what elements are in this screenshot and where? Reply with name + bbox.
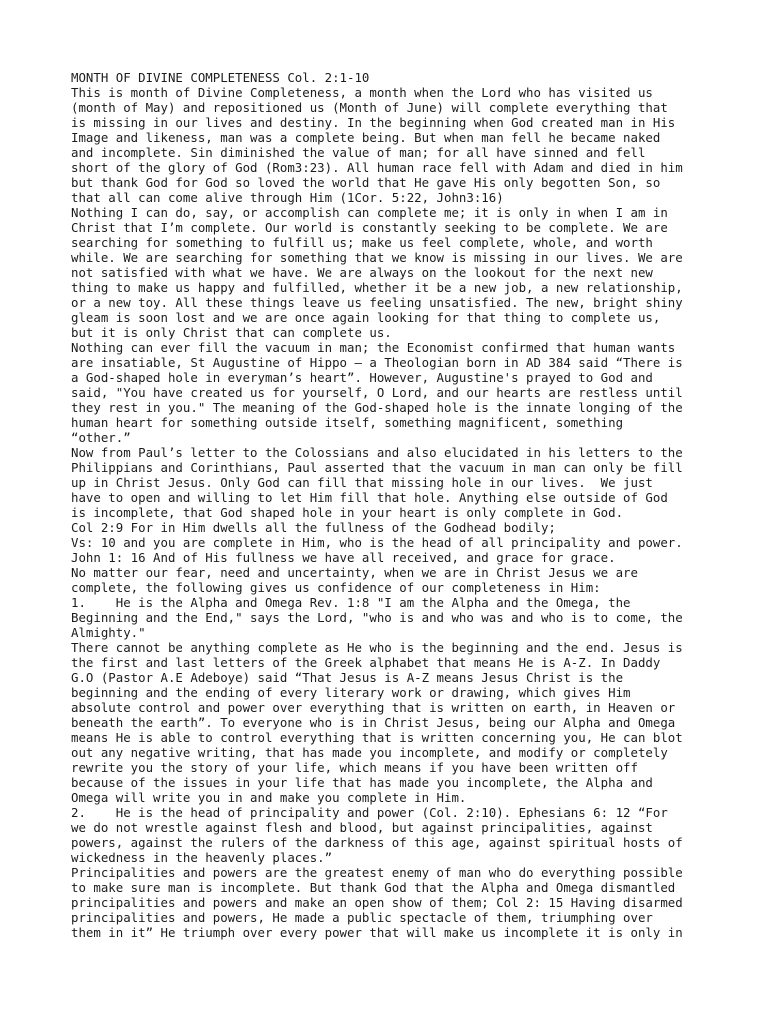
text-line: we do not wrestle against flesh and blood, but against principalities, against — [71, 820, 653, 835]
text-line: up in Christ Jesus. Only God can fill that missing hole in our lives. We just — [71, 475, 653, 490]
text-line: because of the issues in your life that has made you incomplete, the Alpha and — [71, 775, 653, 790]
text-line: or a new toy. All these things leave us feeling unsatisfied. The new, bright shiny — [71, 295, 683, 310]
text-line: wickedness in the heavenly places.” — [71, 850, 333, 865]
text-line: is incomplete, that God shaped hole in your heart is only complete in God. — [71, 505, 624, 520]
text-line: John 1: 16 And of His fullness we have all received, and grace for grace. — [71, 550, 616, 565]
document-title: MONTH OF DIVINE COMPLETENESS Col. 2:1-10 — [71, 70, 370, 85]
text-line: Now from Paul’s letter to the Colossians and also elucidated in his letters to the — [71, 445, 683, 460]
text-line: are insatiable, St Augustine of Hippo – a Theologian born in AD 384 said “There is — [71, 355, 683, 370]
text-line: No matter our fear, need and uncertainty, when we are in Christ Jesus we are — [71, 565, 638, 580]
text-line: they rest in you." The meaning of the God-shaped hole is the innate longing of the — [71, 400, 683, 415]
text-line: means He is able to control everything that is written concerning you, He can blot — [71, 730, 683, 745]
document-body — [71, 70, 701, 940]
text-line: principalities and powers and make an open show of them; Col 2: 15 Having disarmed — [71, 895, 683, 910]
text-line: out any negative writing, that has made you incomplete, and modify or completely — [71, 745, 668, 760]
text-line: gleam is soon lost and we are once again looking for that thing to complete us, — [71, 310, 661, 325]
text-line: is missing in our lives and destiny. In the beginning when God created man in His — [71, 115, 676, 130]
text-line: searching for something to fulfill us; make us feel complete, whole, and worth — [71, 235, 653, 250]
text-line: powers, against the rulers of the darkness of this age, against spiritual hosts of — [71, 835, 683, 850]
text-line: the first and last letters of the Greek alphabet that means He is A-Z. In Daddy — [71, 655, 661, 670]
text-line: them in it” He triumph over every power that will make us incomplete it is only in — [71, 925, 683, 940]
text-line: beginning and the ending of every literary work or drawing, which gives Him — [71, 685, 631, 700]
text-line: principalities and powers, He made a public spectacle of them, triumphing over — [71, 910, 653, 925]
text-line: thing to make us happy and fulfilled, whether it be a new job, a new relationship, — [71, 280, 683, 295]
text-line: to make sure man is incomplete. But thank God that the Alpha and Omega dismantled — [71, 880, 676, 895]
text-line: Beginning and the End," says the Lord, "who is and who was and who is to come, the — [71, 610, 683, 625]
text-line: There cannot be anything complete as He who is the beginning and the end. Jesus is — [71, 640, 683, 655]
text-line: absolute control and power over everything that is written on earth, in Heaven or — [71, 700, 676, 715]
text-line: Philippians and Corinthians, Paul asserted that the vacuum in man can only be fill — [71, 460, 683, 475]
text-line: while. We are searching for something that we know is missing in our lives. We are — [71, 250, 683, 265]
text-line: Nothing can ever fill the vacuum in man; the Economist confirmed that human wants — [71, 340, 676, 355]
text-line: Principalities and powers are the greatest enemy of man who do everything possible — [71, 865, 683, 880]
text-line: Omega will write you in and make you complete in Him. — [71, 790, 467, 805]
text-line: complete, the following gives us confidence of our completeness in Him: — [71, 580, 601, 595]
text-line: Col 2:9 For in Him dwells all the fullness of the Godhead bodily; — [71, 520, 556, 535]
text-line: Christ that I’m complete. Our world is constantly seeking to be complete. We are — [71, 220, 668, 235]
text-line: that all can come alive through Him (1Cor. 5:22, John3:16) — [71, 190, 504, 205]
text-line: rewrite you the story of your life, which means if you have been written off — [71, 760, 638, 775]
text-line: 1. He is the Alpha and Omega Rev. 1:8 "I am the Alpha and the Omega, the — [71, 595, 631, 610]
text-line: G.O (Pastor A.E Adeboye) said “That Jesus is A-Z means Jesus Christ is the — [71, 670, 624, 685]
text-line: but thank God for God so loved the world that He gave His only begotten Son, so — [71, 175, 661, 190]
text-line: beneath the earth”. To everyone who is in Christ Jesus, being our Alpha and Omega — [71, 715, 676, 730]
text-line: and incomplete. Sin diminished the value of man; for all have sinned and fell — [71, 145, 646, 160]
text-line: have to open and willing to let Him fill that hole. Anything else outside of God — [71, 490, 668, 505]
text-line: human heart for something outside itself, something magnificent, something — [71, 415, 624, 430]
text-line: said, "You have created us for yourself, O Lord, and our hearts are restless until — [71, 385, 683, 400]
text-line: but it is only Christ that can complete us. — [71, 325, 392, 340]
text-line: This is month of Divine Completeness, a month when the Lord who has visited us — [71, 85, 653, 100]
text-line: a God-shaped hole in everyman’s heart”. However, Augustine's prayed to God and — [71, 370, 653, 385]
text-line: 2. He is the head of principality and power (Col. 2:10). Ephesians 6: 12 “For — [71, 805, 668, 820]
text-line: (month of May) and repositioned us (Month of June) will complete everything that — [71, 100, 668, 115]
text-line: Image and likeness, man was a complete being. But when man fell he became naked — [71, 130, 661, 145]
text-line: Vs: 10 and you are complete in Him, who is the head of all principality and power. — [71, 535, 683, 550]
text-line: not satisfied with what we have. We are always on the lookout for the next new — [71, 265, 653, 280]
text-line: short of the glory of God (Rom3:23). All human race fell with Adam and died in him — [71, 160, 683, 175]
text-line: Almighty." — [71, 625, 146, 640]
text-line: Nothing I can do, say, or accomplish can complete me; it is only in when I am in — [71, 205, 668, 220]
text-line: “other.” — [71, 430, 131, 445]
